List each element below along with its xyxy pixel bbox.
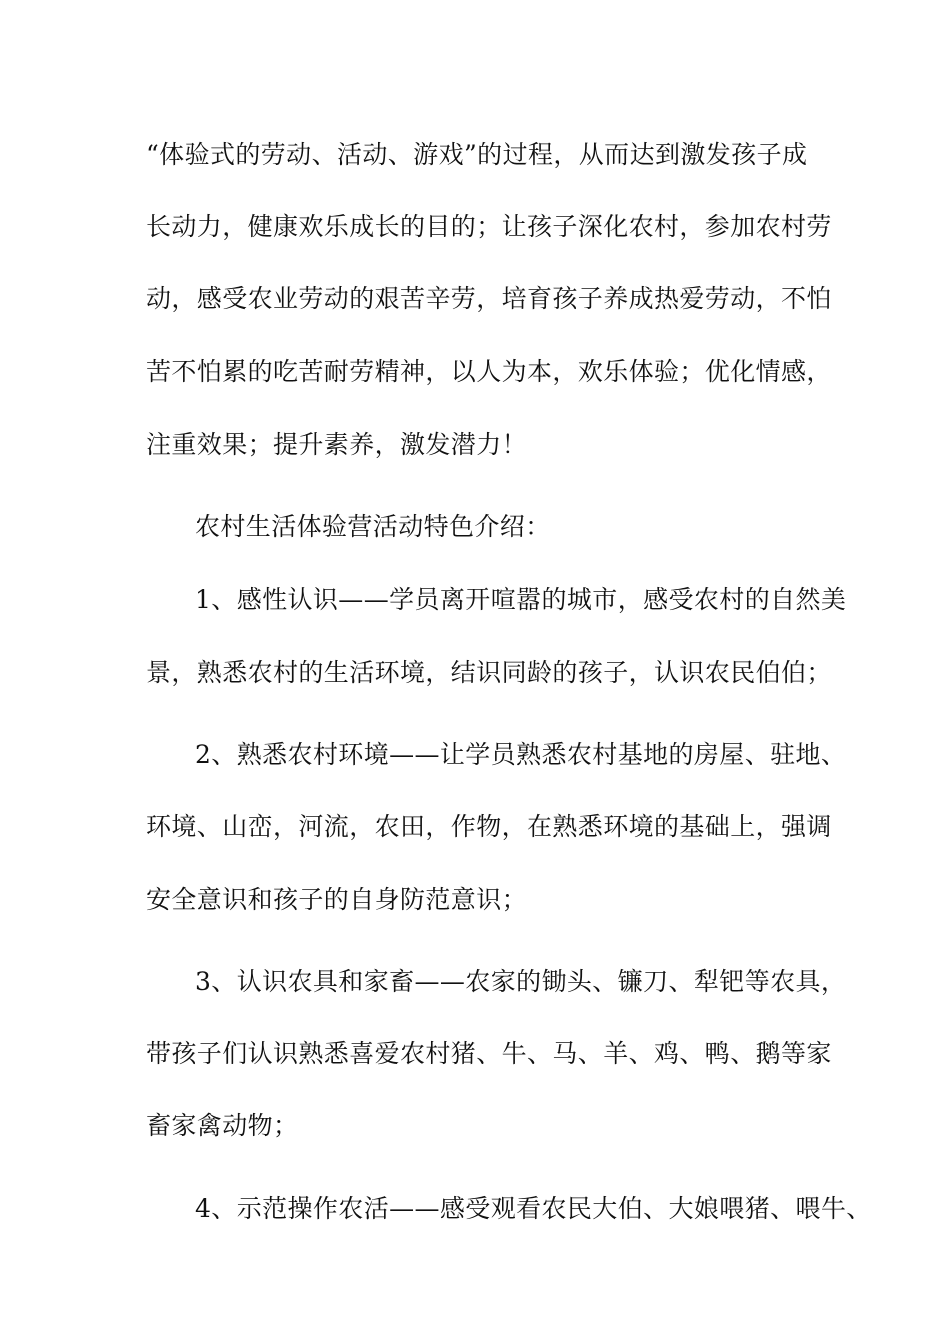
text-line: “体验式的劳动、活动、游戏”的过程，从而达到激发孩子成 <box>146 140 808 169</box>
text-line: 2、熟悉农村环境——让学员熟悉农村基地的房屋、驻地、 <box>195 740 847 769</box>
text-line: 3、认识农具和家畜——农家的锄头、镰刀、犁钯等农具， <box>195 967 847 996</box>
text-line: 动，感受农业劳动的艰苦辛劳，培育孩子养成热爱劳动，不怕 <box>146 284 832 313</box>
text-line: 安全意识和孩子的自身防范意识； <box>146 885 528 914</box>
section-heading: 农村生活体验营活动特色介绍： <box>195 512 551 541</box>
text-line: 景，熟悉农村的生活环境，结识同龄的孩子，认识农民伯伯； <box>146 658 832 687</box>
text-line: 长动力，健康欢乐成长的目的；让孩子深化农村，参加农村劳 <box>146 212 832 241</box>
text-line: 带孩子们认识熟悉喜爱农村猪、牛、马、羊、鸡、鸭、鹅等家 <box>146 1039 832 1068</box>
text-line: 苦不怕累的吃苦耐劳精神，以人为本，欢乐体验；优化情感， <box>146 357 832 386</box>
text-line: 畜家禽动物； <box>146 1111 299 1140</box>
text-line: 注重效果；提升素养，激发潜力！ <box>146 430 528 459</box>
text-line: 1、感性认识——学员离开喧嚣的城市，感受农村的自然美 <box>195 585 847 614</box>
text-line: 环境、山峦，河流，农田，作物，在熟悉环境的基础上，强调 <box>146 812 832 841</box>
text-line: 4、示范操作农活——感受观看农民大伯、大娘喂猪、喂牛、 <box>195 1194 872 1223</box>
